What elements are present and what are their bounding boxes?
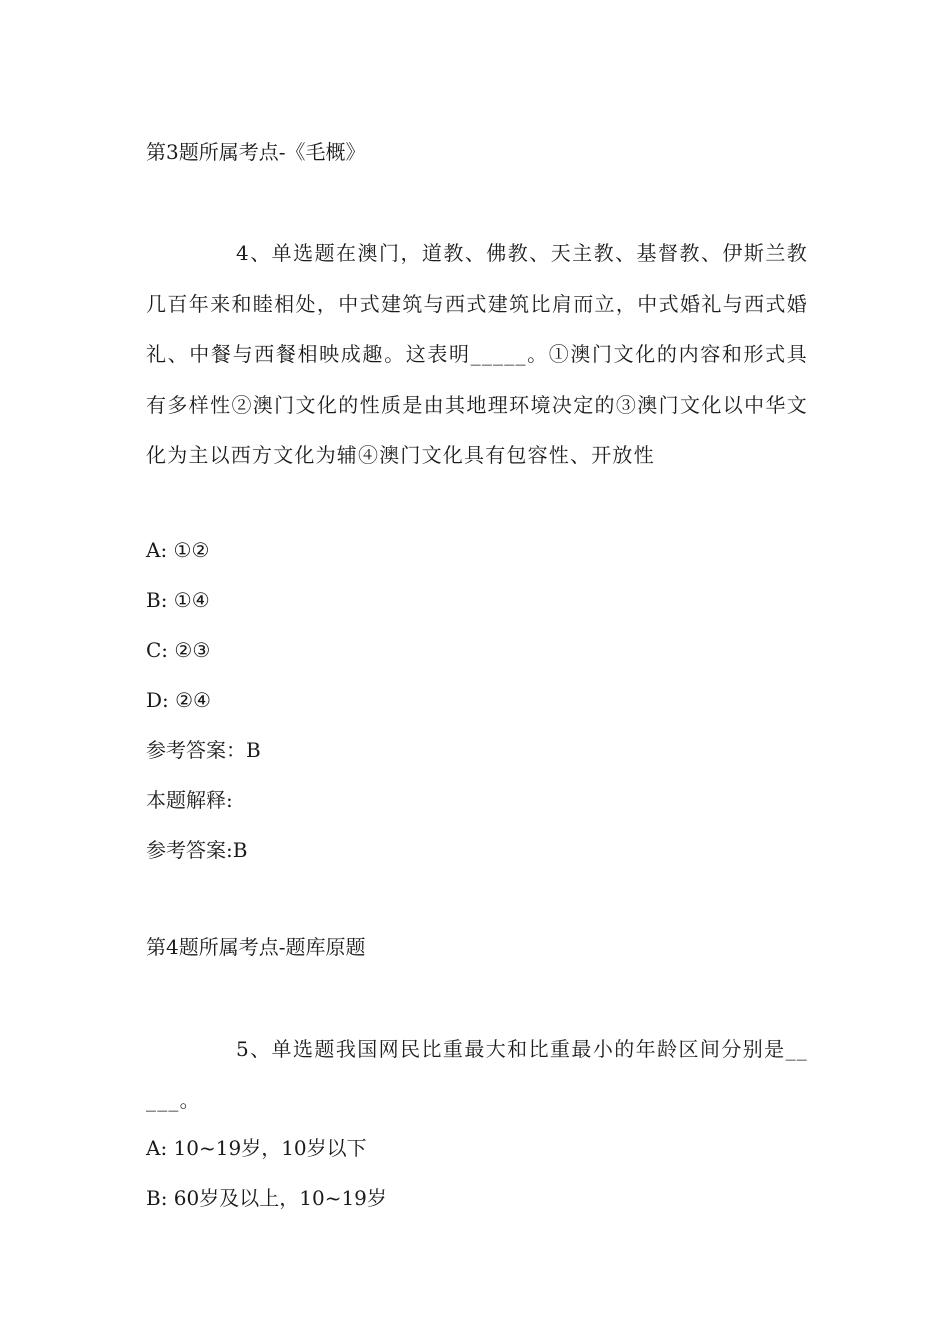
knowledge-point-q3: 第3题所属考点-《毛概》 [146, 140, 366, 164]
question-5-stem: 5、单选题我国网民比重最大和比重最小的年龄区间分别是_____。 [146, 1037, 808, 1112]
question-4-stem: 4、单选题在澳门，道教、佛教、天主教、基督教、伊斯兰教几百年来和睦相处，中式建筑与西式建筑比肩而立，中式婚礼与西式婚礼、中餐与西餐相映成趣。这表明_____。①澳门文化的内容和形式具有多样性②澳门文化的性质是由其地理环境决定的③澳门文化以中华文化为主以西方文化为辅④澳门文化具有包容性、开放性 [146, 241, 808, 467]
question-4-reference-answer: 参考答案：B [146, 738, 261, 762]
question-4-option-a: A: ①② [146, 538, 210, 562]
question-5-option-a: A: 10~19岁，10岁以下 [146, 1136, 367, 1160]
knowledge-point-q4: 第4题所属考点-题库原题 [146, 935, 366, 959]
question-4-option-c: C: ②③ [146, 638, 211, 662]
question-4-explanation-label: 本题解释: [146, 788, 233, 812]
question-4-option-b: B: ①④ [146, 588, 210, 612]
question-5-option-b: B: 60岁及以上，10~19岁 [146, 1186, 387, 1210]
question-4-option-d: D: ②④ [146, 688, 211, 712]
question-4-explanation-answer: 参考答案:B [146, 838, 248, 862]
